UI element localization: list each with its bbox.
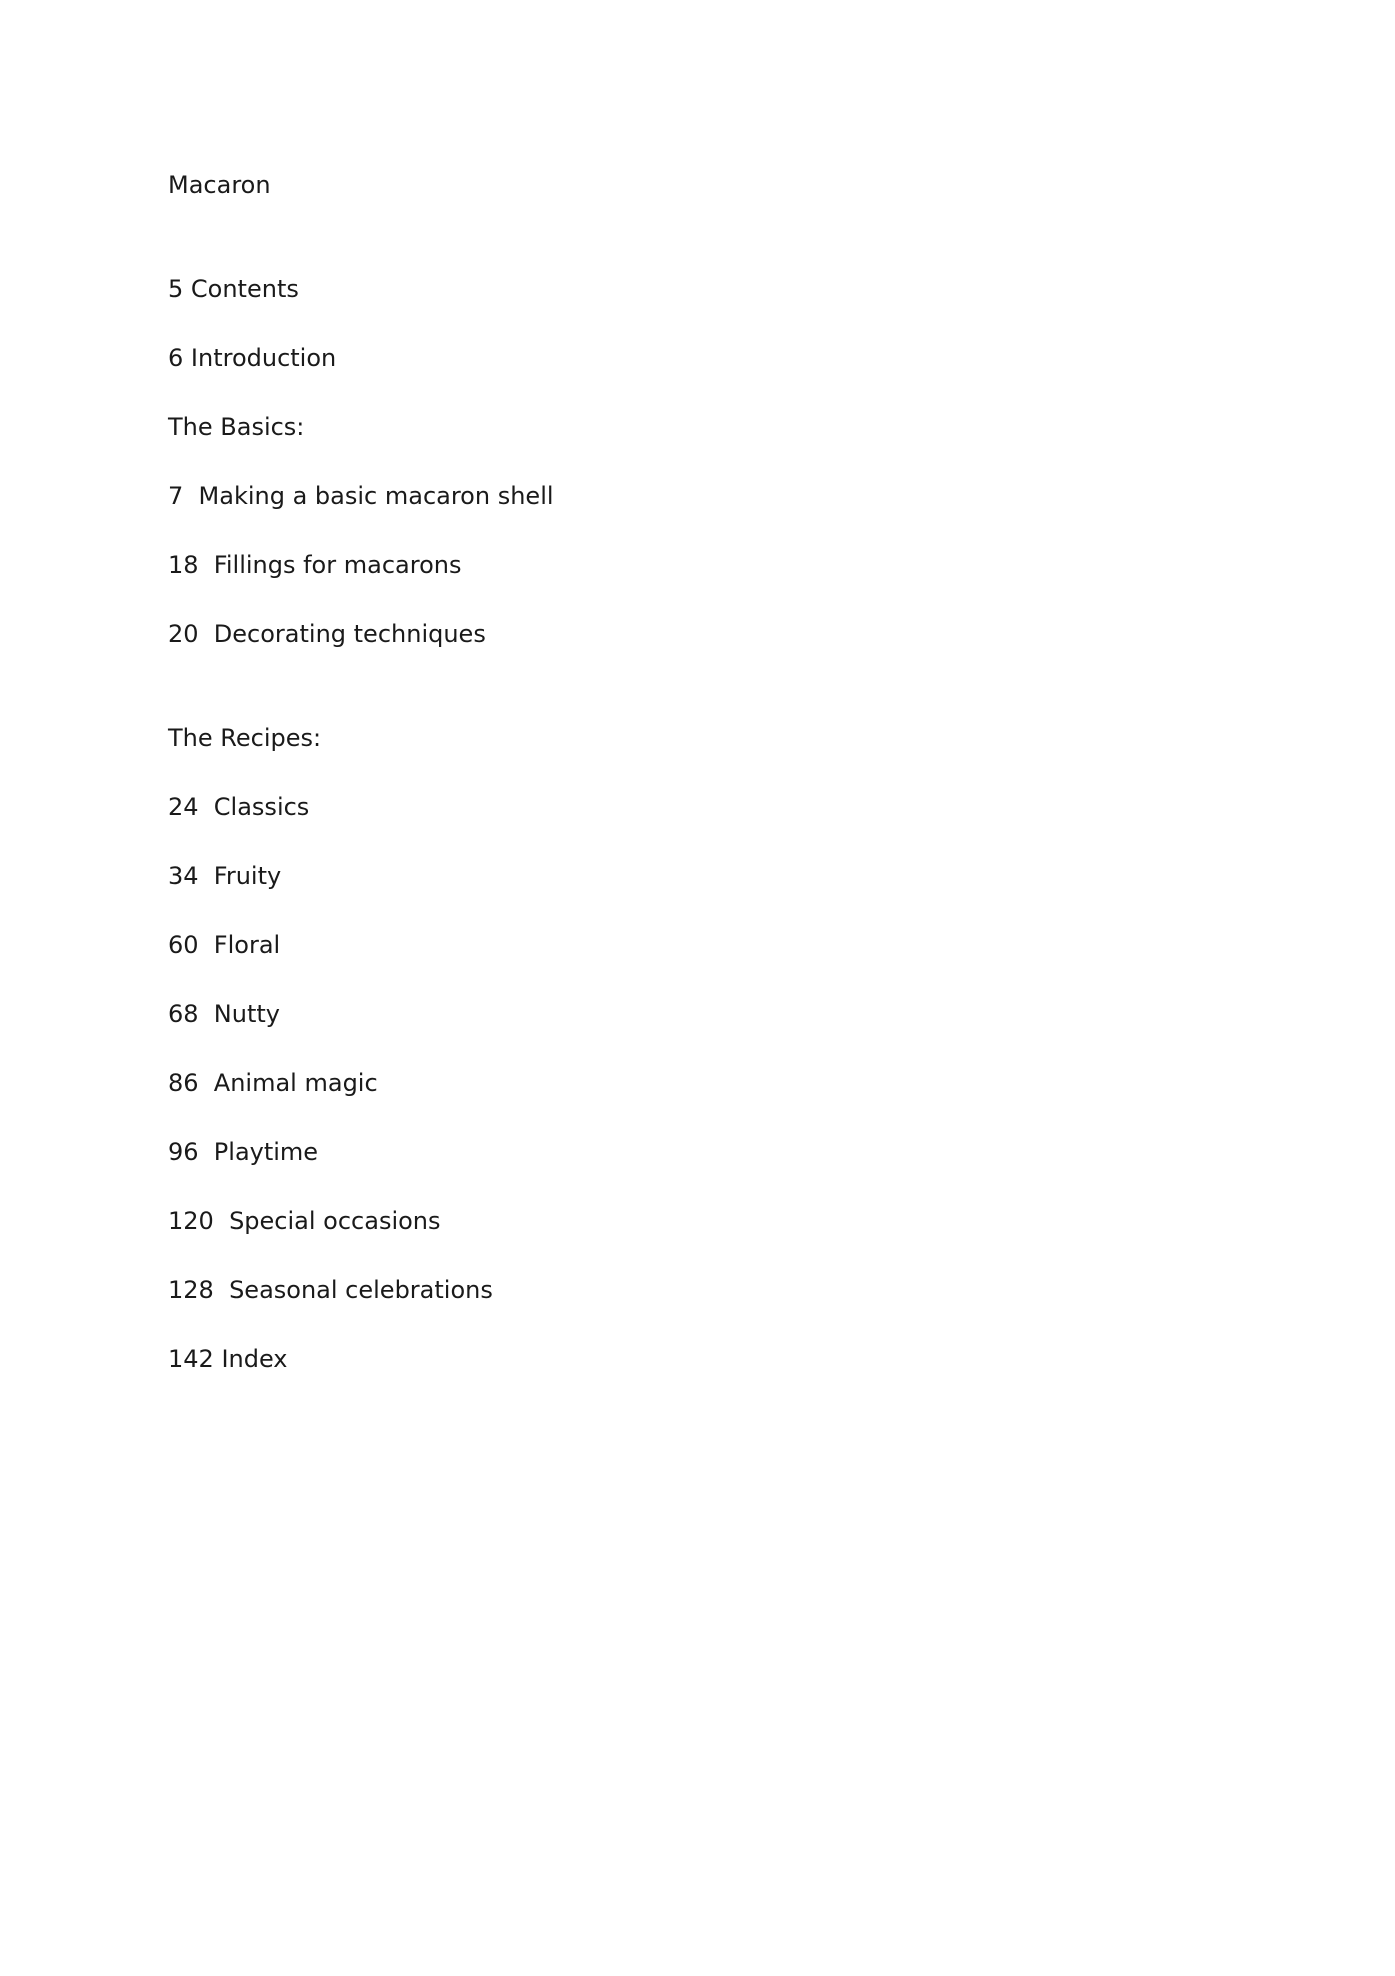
toc-entry-special-occasions: 120 Special occasions <box>168 1207 441 1235</box>
toc-entry-decorating: 20 Decorating techniques <box>168 620 486 648</box>
toc-entry-fillings: 18 Fillings for macarons <box>168 551 462 579</box>
toc-entry-index: 142 Index <box>168 1345 288 1373</box>
toc-entry-classics: 24 Classics <box>168 793 310 821</box>
toc-entry-fruity: 34 Fruity <box>168 862 282 890</box>
toc-entry-animal-magic: 86 Animal magic <box>168 1069 378 1097</box>
toc-entry-basic-shell: 7 Making a basic macaron shell <box>168 482 554 510</box>
document-title: Macaron <box>168 171 271 199</box>
toc-entry-nutty: 68 Nutty <box>168 1000 280 1028</box>
toc-entry-introduction: 6 Introduction <box>168 344 337 372</box>
toc-entry-floral: 60 Floral <box>168 931 281 959</box>
section-heading-basics: The Basics: <box>168 413 305 441</box>
toc-entry-playtime: 96 Playtime <box>168 1138 319 1166</box>
toc-entry-seasonal: 128 Seasonal celebrations <box>168 1276 493 1304</box>
toc-entry-contents: 5 Contents <box>168 275 299 303</box>
section-heading-recipes: The Recipes: <box>168 724 322 752</box>
